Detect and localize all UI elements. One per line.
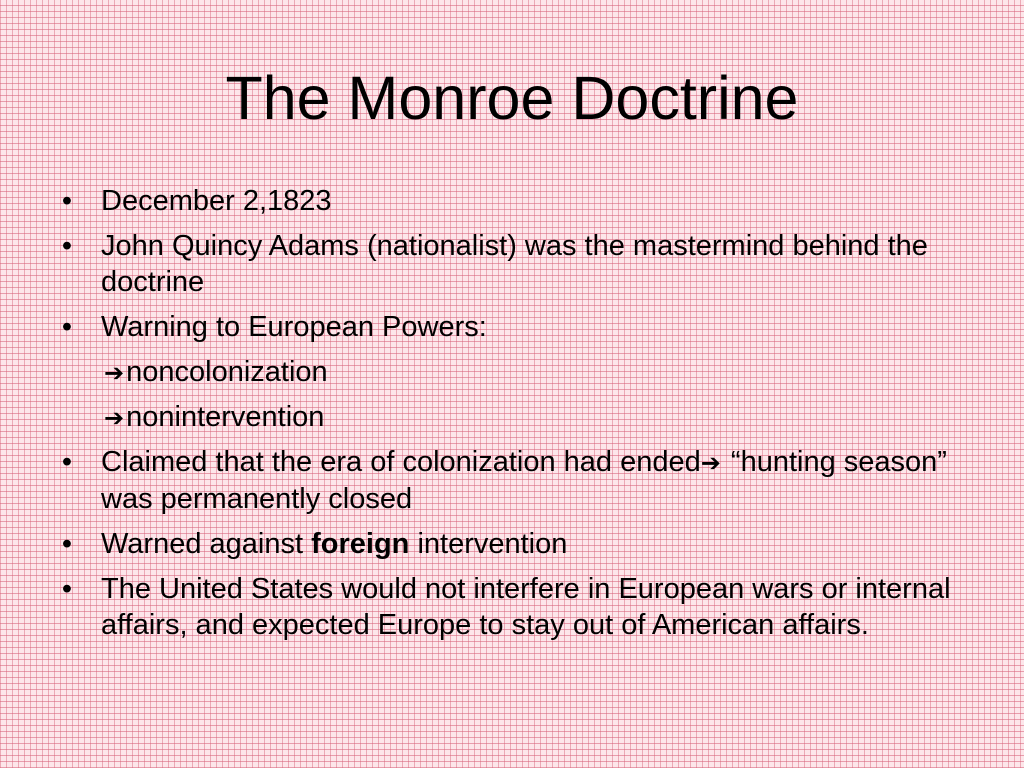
bullet-list (57, 183, 957, 652)
bullet-item-foreign-intervention (57, 526, 957, 562)
arrow-right-icon: ➔ (104, 404, 125, 432)
bullet-text-part-b: intervention (409, 528, 568, 560)
bullet-text-part-b: “hunting season” was permanently closed (101, 446, 947, 515)
bullet-item-warning (57, 309, 957, 345)
sub-item-text: noncolonization (126, 356, 328, 388)
arrow-right-icon: ➔ (700, 449, 721, 477)
bullet-text-part-a: Claimed that the era of colonization had ended (101, 446, 701, 478)
bullet-icon: • (61, 230, 73, 262)
emphasis-text: foreign (311, 528, 410, 560)
bullet-item-us-policy (57, 571, 957, 643)
bullet-icon: • (61, 573, 73, 605)
sub-item-text: nonintervention (126, 401, 325, 433)
bullet-text: The United States would not interfere in European wars or internal affairs, and expected Europe to stay out of American affairs. (101, 573, 951, 641)
bullet-icon: • (61, 311, 73, 343)
sub-item-nonintervention (57, 399, 957, 436)
bullet-icon: • (61, 528, 73, 560)
bullet-text: Warning to European Powers: (101, 311, 487, 343)
bullet-item-adams (57, 228, 957, 300)
bullet-icon: • (61, 185, 73, 217)
bullet-text-part-a: Warned against (101, 528, 312, 560)
slide-title: The Monroe Doctrine (225, 64, 799, 132)
bullet-item-colonization-ended (57, 444, 957, 517)
bullet-text: December 2,1823 (101, 185, 332, 217)
sub-item-noncolonization (57, 354, 957, 391)
bullet-text: John Quincy Adams (nationalist) was the mastermind behind the doctrine (101, 230, 928, 298)
bullet-item-date (57, 183, 957, 219)
bullet-icon: • (61, 446, 73, 478)
arrow-right-icon: ➔ (104, 359, 125, 387)
